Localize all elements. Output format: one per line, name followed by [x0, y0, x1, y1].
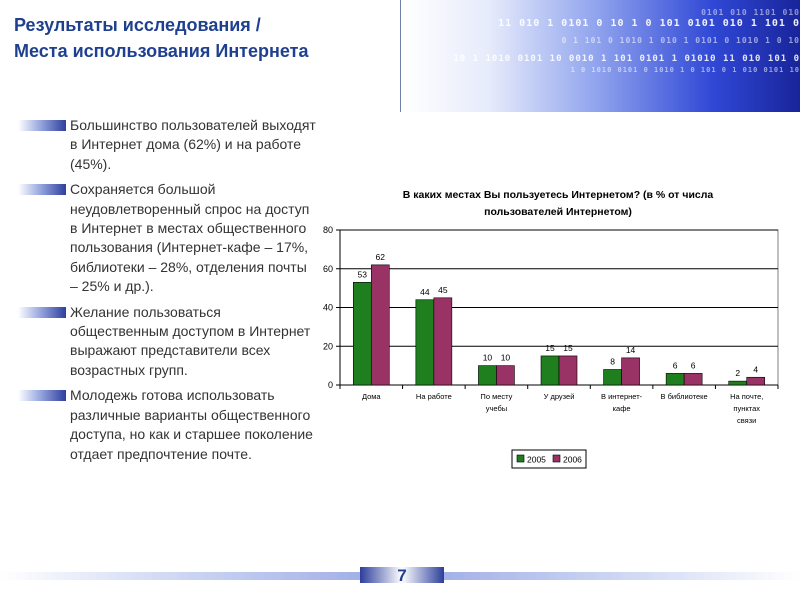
bar-2005: [478, 366, 496, 385]
x-category-label: учебы: [485, 404, 508, 413]
banner-binary-line: 10 1 1010 0101 10 0010 1 101 0101 1 01010 11 010 101 0: [453, 54, 800, 64]
bullet-text: Желание пользоваться общественным доступом в Интернет выражают представители всех возрастных групп.: [70, 303, 311, 378]
bar-2006: [434, 298, 452, 385]
legend-label: 2006: [563, 454, 582, 465]
binary-banner: [402, 0, 800, 112]
y-tick-label: 60: [322, 263, 333, 274]
slide-title-line-1: Результаты исследования /: [14, 15, 261, 35]
x-category-label: По месту: [480, 392, 513, 401]
x-category-label: В библиотеке: [660, 392, 708, 401]
data-label: 6: [672, 360, 678, 371]
bullet-marker-icon: [18, 307, 66, 318]
bullet-marker-icon: [18, 120, 66, 131]
chart-container: [318, 182, 796, 472]
data-label: 45: [438, 284, 448, 295]
data-label: 6: [690, 360, 696, 371]
banner-binary-line: 0101 010 1101 010: [701, 8, 800, 17]
bullet-list: [18, 116, 318, 470]
x-category-label: пунктах: [733, 404, 761, 413]
bar-2006: [496, 366, 514, 385]
bullet-text: Молодежь готова использовать различные варианты общественного доступа, но как и старшее поколение отдает предпочтение почте.: [70, 387, 313, 462]
header-divider: [400, 0, 401, 112]
legend-label: 2005: [527, 454, 546, 465]
slide-title-line-2: Места использования Интернета: [14, 41, 309, 61]
banner-binary-line: 11 010 1 0101 0 10 1 0 101 0101 010 1 101 0: [498, 18, 800, 29]
bar-2006: [371, 265, 389, 385]
x-category-label: В интернет-: [601, 392, 643, 401]
y-tick-label: 40: [322, 302, 333, 313]
bar-2005: [666, 373, 684, 385]
x-category-label: У друзей: [543, 392, 575, 401]
bar-2005: [541, 356, 559, 385]
data-label: 15: [545, 342, 555, 353]
data-label: 14: [625, 344, 636, 355]
data-label: 44: [420, 286, 430, 297]
y-tick-label: 20: [322, 341, 333, 352]
bullet-marker-icon: [18, 184, 66, 195]
bar-2005: [353, 282, 371, 385]
bullet-text: Большинство пользователей выходят в Интернет дома (62%) и на работе (45%).: [70, 117, 316, 172]
data-label: 10: [482, 352, 493, 363]
data-label: 62: [375, 251, 386, 262]
data-label: 2: [735, 368, 741, 379]
bullet-item: [18, 303, 318, 381]
x-category-label: На работе: [415, 392, 452, 401]
chart-title-line: пользователей Интернетом): [484, 206, 632, 218]
page-number: 7: [397, 566, 407, 585]
data-label: 8: [610, 356, 615, 367]
bar-2005: [729, 381, 747, 385]
banner-binary-line: 1 0 1010 0101 0 1010 1 0 101 0 1 010 0101 10: [570, 66, 800, 74]
bar-chart: [318, 182, 796, 472]
banner-binary-line: 0 1 101 0 1010 1 010 1 0101 0 1010 1 0 10: [561, 36, 800, 45]
x-category-label: кафе: [612, 404, 631, 413]
data-label: 15: [563, 342, 573, 353]
bullet-item: [18, 386, 318, 464]
legend-swatch-2005: [517, 455, 524, 462]
bar-2006: [684, 373, 702, 385]
bullet-marker-icon: [18, 390, 66, 401]
bar-2006: [559, 356, 577, 385]
x-category-label: На почте,: [730, 392, 764, 401]
bar-2005: [416, 300, 434, 385]
data-label: 4: [753, 364, 759, 375]
x-category-label: Дома: [361, 392, 381, 401]
data-label: 10: [500, 352, 511, 363]
y-tick-label: 0: [327, 380, 333, 390]
data-label: 53: [357, 269, 368, 280]
y-tick-label: 80: [322, 225, 333, 235]
bar-2005: [604, 370, 622, 386]
bullet-text: Сохраняется большой неудовлетворенный спрос на доступ в Интернет в местах общественного пользования (Интернет-кафе – 17%, библиотеки – 28%, отделения почты – 25% и др.).: [70, 181, 310, 295]
x-category-label: связи: [737, 416, 757, 425]
bar-2006: [622, 358, 640, 385]
bullet-item: [18, 180, 318, 296]
bullet-item: [18, 116, 318, 174]
slide-title: [14, 12, 308, 64]
chart-title-line: В каких местах Вы пользуетесь Интернетом? (в % от числа: [402, 189, 714, 201]
bar-2006: [747, 377, 765, 385]
legend-swatch-2006: [553, 455, 560, 462]
